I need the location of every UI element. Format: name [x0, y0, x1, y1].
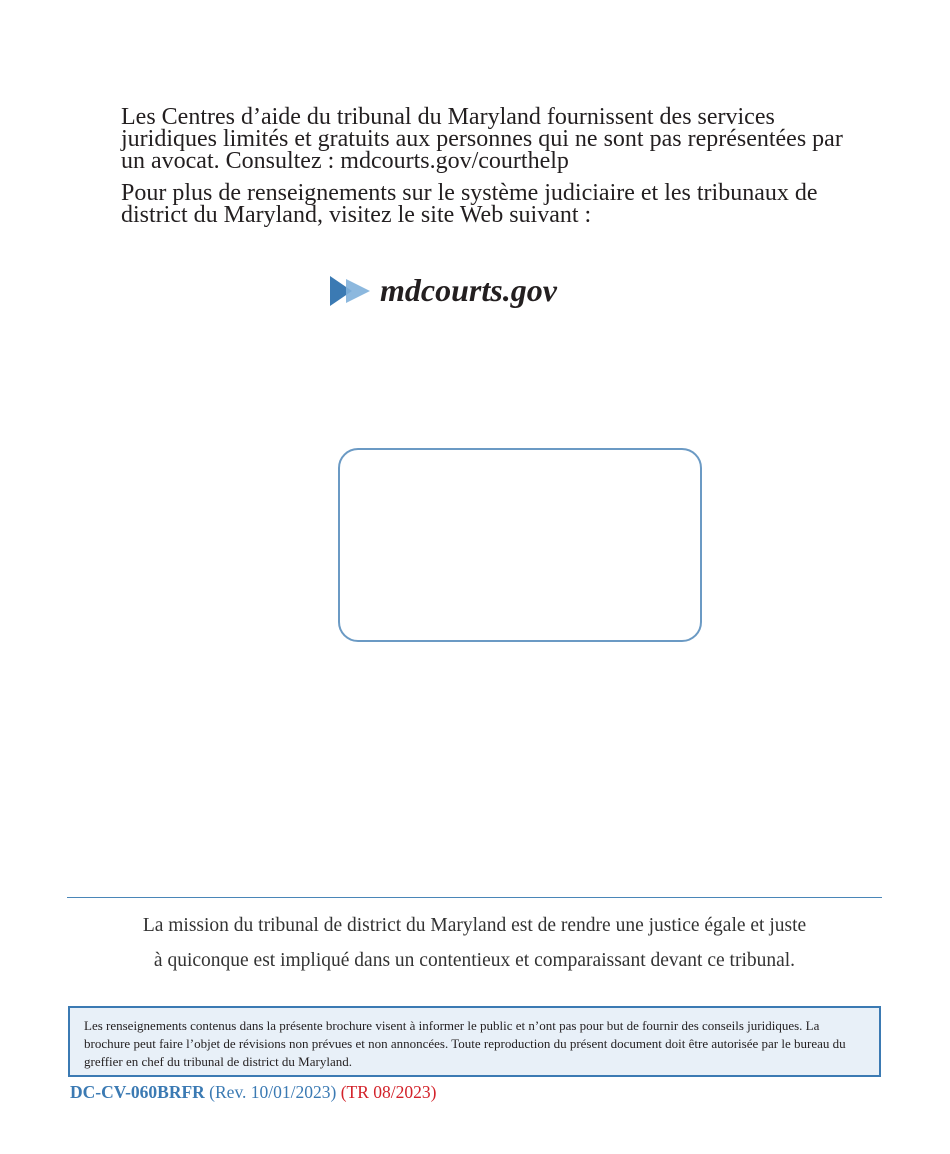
disclaimer-box: Les renseignements contenus dans la présente brochure visent à informer le public et n’ont pas pour but de fournir des conseils juridiques. La brochure peut faire l’objet de révisions non prévues et non annoncées. Toute reproduction du présent document doit être autorisée par le bureau du greffier en chef du tribunal de district du Maryland.: [68, 1006, 881, 1077]
form-translation-date: (TR 08/2023): [340, 1082, 437, 1102]
intro-text: [121, 106, 861, 226]
mailing-address-box: [338, 448, 702, 642]
courthelp-paragraph: Les Centres d’aide du tribunal du Maryland fournissent des services juridiques limités et gratuits aux personnes qui ne sont pas représentées par un avocat. Consultez : mdcourts.gov/courthelp: [121, 104, 843, 174]
form-code: DC-CV-060BRFR: [70, 1082, 205, 1102]
divider: [67, 897, 882, 898]
form-revision: (Rev. 10/01/2023): [209, 1082, 337, 1102]
form-identifier: [70, 1082, 437, 1103]
mission-statement: [67, 908, 882, 978]
mdcourts-link[interactable]: [330, 272, 557, 309]
mission-line-2: à quiconque est impliqué dans un contentieux et comparaissant devant ce tribunal.: [153, 950, 796, 971]
website-url: mdcourts.gov: [380, 272, 557, 308]
mission-line-1: La mission du tribunal de district du Maryland est de rendre une justice égale et juste: [142, 915, 807, 936]
website-info-paragraph: Pour plus de renseignements sur le système judiciaire et les tribunaux de district du Maryland, visitez le site Web suivant :: [121, 180, 818, 228]
double-arrow-icon: [330, 274, 372, 308]
